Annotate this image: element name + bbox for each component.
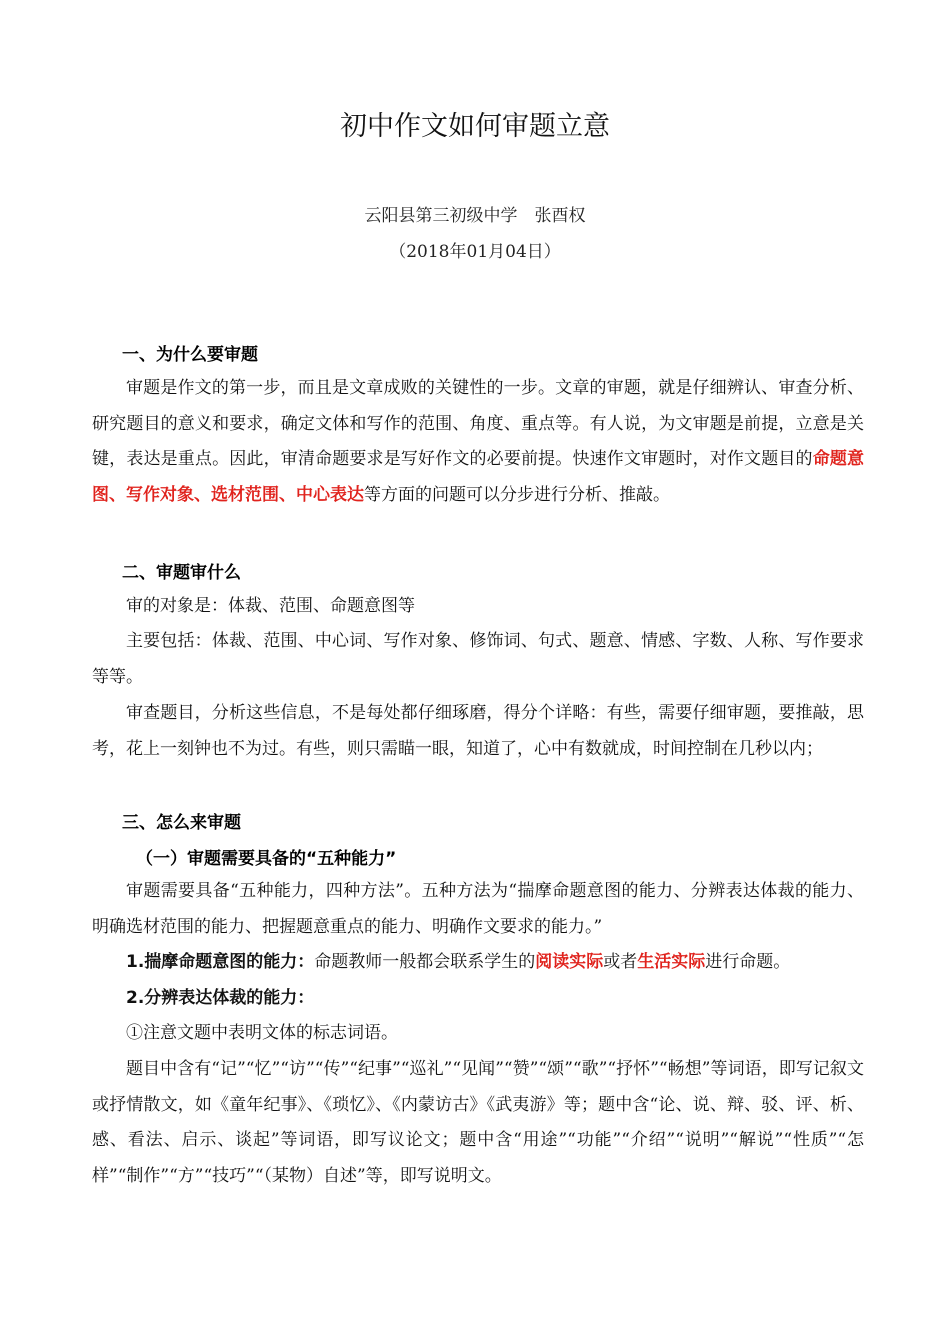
document-title: 初中作文如何审题立意 <box>340 111 610 142</box>
item-text: 命题教师一般都会联系学生的 <box>314 952 536 972</box>
section-3-subheading: （一）审题需要具备的“五种能力” <box>136 849 397 869</box>
paragraph-text: 等方面的问题可以分步进行分析、推敲。 <box>364 484 670 505</box>
section-3-heading: 三、怎么来审题 <box>122 813 241 833</box>
section-3-paragraph-1: 审题需要具备“五种能力，四种方法”。五种方法为“揣摩命题意图的能力、分辨表达体裁的能力、明确选材范围的能力、把握题意重点的能力、明确作文要求的能力。” <box>92 881 864 937</box>
item-text: 进行命题。 <box>705 952 791 972</box>
highlight-text: 阅读实际 <box>535 952 604 972</box>
paragraph-text: 审题是作文的第一步，而且是文章成败的关键性的一步。文章的审题，就是仔细辨认、审查分析、研究题目的意义和要求，确定文体和写作的范围、角度、重点等。有人说，为文审题是前提，立意是关键，表达是重点。因此，审清命题要求是写好作文的必要前提。快速作文审题时，对作文题目的 <box>92 378 864 469</box>
section-1-paragraph <box>92 371 864 513</box>
section-2-paragraph-2: 主要包括：体裁、范围、中心词、写作对象、修饰词、句式、题意、情感、字数、人称、写作要求等等。 <box>92 631 864 687</box>
item-text: 或者 <box>603 952 638 972</box>
section-2-paragraph-1: 审的对象是：体裁、范围、命题意图等 <box>126 596 415 616</box>
item-label: 2.分辨表达体裁的能力： <box>126 988 315 1008</box>
section-3-paragraph-2: 题目中含有“记”“忆”“访”“传”“纪事”“巡礼”“见闻”“赞”“颂”“歌”“抒怀”“畅想”等词语，即写记叙文或抒情散文，如《童年纪事》、《琐忆》、《内蒙访古》《武夷游》等；题中含“论、说、辩、驳、评、析、感、看法、启示、谈起”等词语，即写议论文；题中含“用途”“功能”“介绍”“说明”“解说”“性质”“怎样”“制作”“方”“技巧”“（某物）自述”等，即写说明文。 <box>92 1059 864 1186</box>
section-2-paragraph-3: 审查题目，分析这些信息，不是每处都仔细琢磨，得分个详略：有些，需要仔细审题，要推敲，思考，花上一刻钟也不为过。有些，则只需瞄一眼，知道了，心中有数就成，时间控制在几秒以内； <box>92 703 864 759</box>
ability-item-1 <box>92 945 864 981</box>
highlight-text: 生活实际 <box>637 952 706 972</box>
section-2-heading: 二、审题审什么 <box>122 563 241 583</box>
ability-item-2 <box>92 981 864 1017</box>
author-line: 云阳县第三初级中学 张酉权 <box>364 206 586 226</box>
note-line: ①注意文题中表明文体的标志词语。 <box>126 1023 398 1043</box>
section-1-heading: 一、为什么要审题 <box>122 345 258 365</box>
highlight-text: 命题意图、写作对象、选材范围、中心表达 <box>92 449 865 505</box>
item-label: 1.揣摩命题意图的能力： <box>126 952 315 972</box>
date-line: （2018年01月04日） <box>389 242 561 262</box>
